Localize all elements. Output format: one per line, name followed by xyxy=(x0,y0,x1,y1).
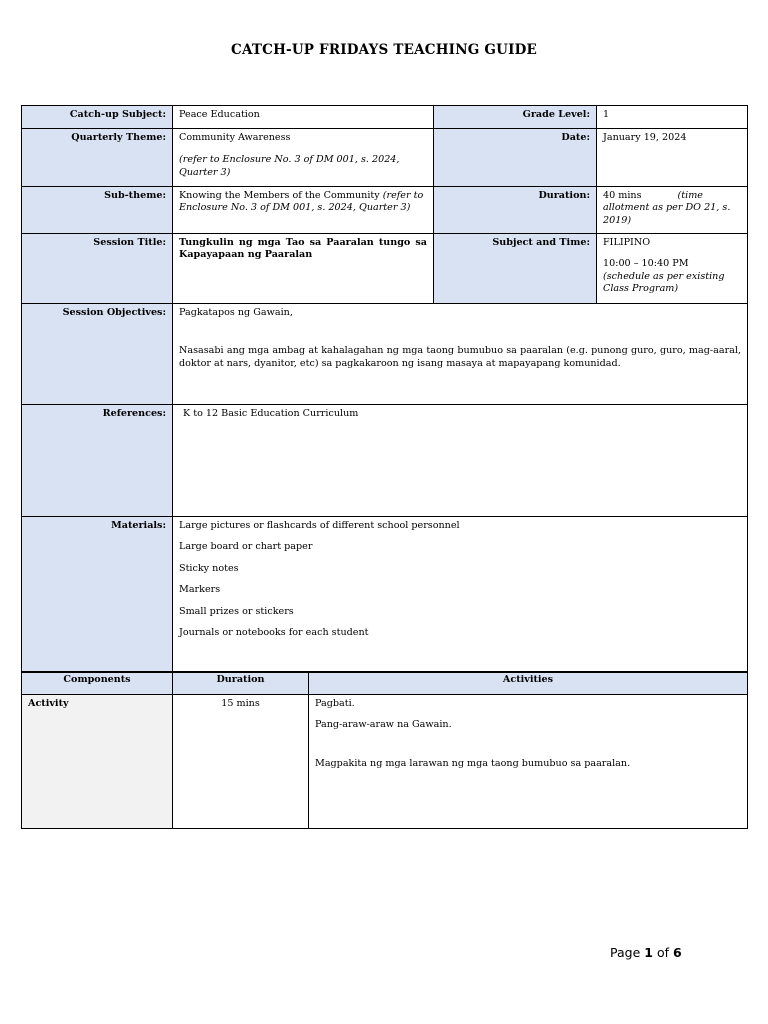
info-table xyxy=(21,105,748,672)
references-value: K to 12 Basic Education Curriculum xyxy=(173,405,748,517)
subtheme-cell xyxy=(173,187,434,234)
of-word: of xyxy=(656,945,669,960)
grade-value: 1 xyxy=(597,106,748,129)
material-item: Large board or chart paper xyxy=(179,541,313,553)
session-title-value: Tungkulin ng mga Tao sa Paaralan tungo sa Kapayapaan ng Paaralan xyxy=(173,234,434,304)
total-pages: 6 xyxy=(672,945,682,960)
page-number xyxy=(610,945,682,960)
references-label: References: xyxy=(22,405,173,517)
subject-time-note: (schedule as per existing Class Program) xyxy=(603,270,725,295)
table-row xyxy=(22,695,748,829)
subject-time-label: Subject and Time: xyxy=(434,234,597,304)
theme-value: Community Awareness xyxy=(179,132,291,143)
subject-time-subject: FILIPINO xyxy=(603,237,651,248)
theme-cell xyxy=(173,129,434,187)
subject-time-time: 10:00 – 10:40 PM xyxy=(603,258,689,270)
duration-value: 40 mins xyxy=(603,190,642,201)
activities-cell xyxy=(309,695,748,829)
page-word: Page xyxy=(610,945,641,960)
material-item: Sticky notes xyxy=(179,562,239,574)
subtheme-reference: (refer to Enclosure No. 3 of DM 001, s. 2024, Quarter 3) xyxy=(179,190,424,214)
duration-label: Duration: xyxy=(434,187,597,234)
theme-reference: (refer to Enclosure No. 3 of DM 001, s. 2024, Quarter 3) xyxy=(179,154,400,178)
subtheme-label: Sub-theme: xyxy=(22,187,173,234)
duration-header: Duration xyxy=(173,673,309,695)
grade-label: Grade Level: xyxy=(434,106,597,129)
theme-label: Quarterly Theme: xyxy=(22,129,173,187)
material-item: Markers xyxy=(179,584,221,596)
component-name: Activity xyxy=(22,695,173,829)
activity-item: Pagbati. xyxy=(315,698,355,709)
activities-header: Activities xyxy=(309,673,748,695)
subject-value: Peace Education xyxy=(173,106,434,129)
current-page: 1 xyxy=(644,945,653,960)
activity-item: Magpakita ng mga larawan ng mga taong bumubuo sa paaralan. xyxy=(315,757,631,769)
subject-time-cell xyxy=(597,234,748,304)
duration-cell xyxy=(597,187,748,234)
page-title: CATCH-UP FRIDAYS TEACHING GUIDE xyxy=(231,42,537,58)
session-title-label: Session Title: xyxy=(22,234,173,304)
objectives-label: Session Objectives: xyxy=(22,304,173,405)
duration-note: (time allotment as per DO 21, s. 2019) xyxy=(603,190,731,226)
objectives-intro: Pagkatapos ng Gawain, xyxy=(179,307,293,318)
components-table xyxy=(21,672,748,829)
objectives-cell xyxy=(173,304,748,405)
components-header: Components xyxy=(22,673,173,695)
material-item: Large pictures or flashcards of different school personnel xyxy=(179,520,460,531)
materials-cell xyxy=(173,517,748,672)
objectives-text: Nasasabi ang mga ambag at kahalagahan ng mga taong bumubuo sa paaralan (e.g. punong guro, guro, mag-aaral, doktor at nars, dyanitor, etc) sa pagkakaroon ng isang masaya at mapayapang komunidad. xyxy=(179,345,741,369)
component-duration: 15 mins xyxy=(173,695,309,829)
date-label: Date: xyxy=(434,129,597,187)
material-item: Small prizes or stickers xyxy=(179,605,294,617)
material-item: Journals or notebooks for each student xyxy=(179,627,369,639)
subtheme-value: Knowing the Members of the Community xyxy=(179,190,380,201)
materials-label: Materials: xyxy=(22,517,173,672)
activity-item: Pang-araw-araw na Gawain. xyxy=(315,719,452,731)
date-value: January 19, 2024 xyxy=(597,129,748,187)
subject-label: Catch-up Subject: xyxy=(22,106,173,129)
